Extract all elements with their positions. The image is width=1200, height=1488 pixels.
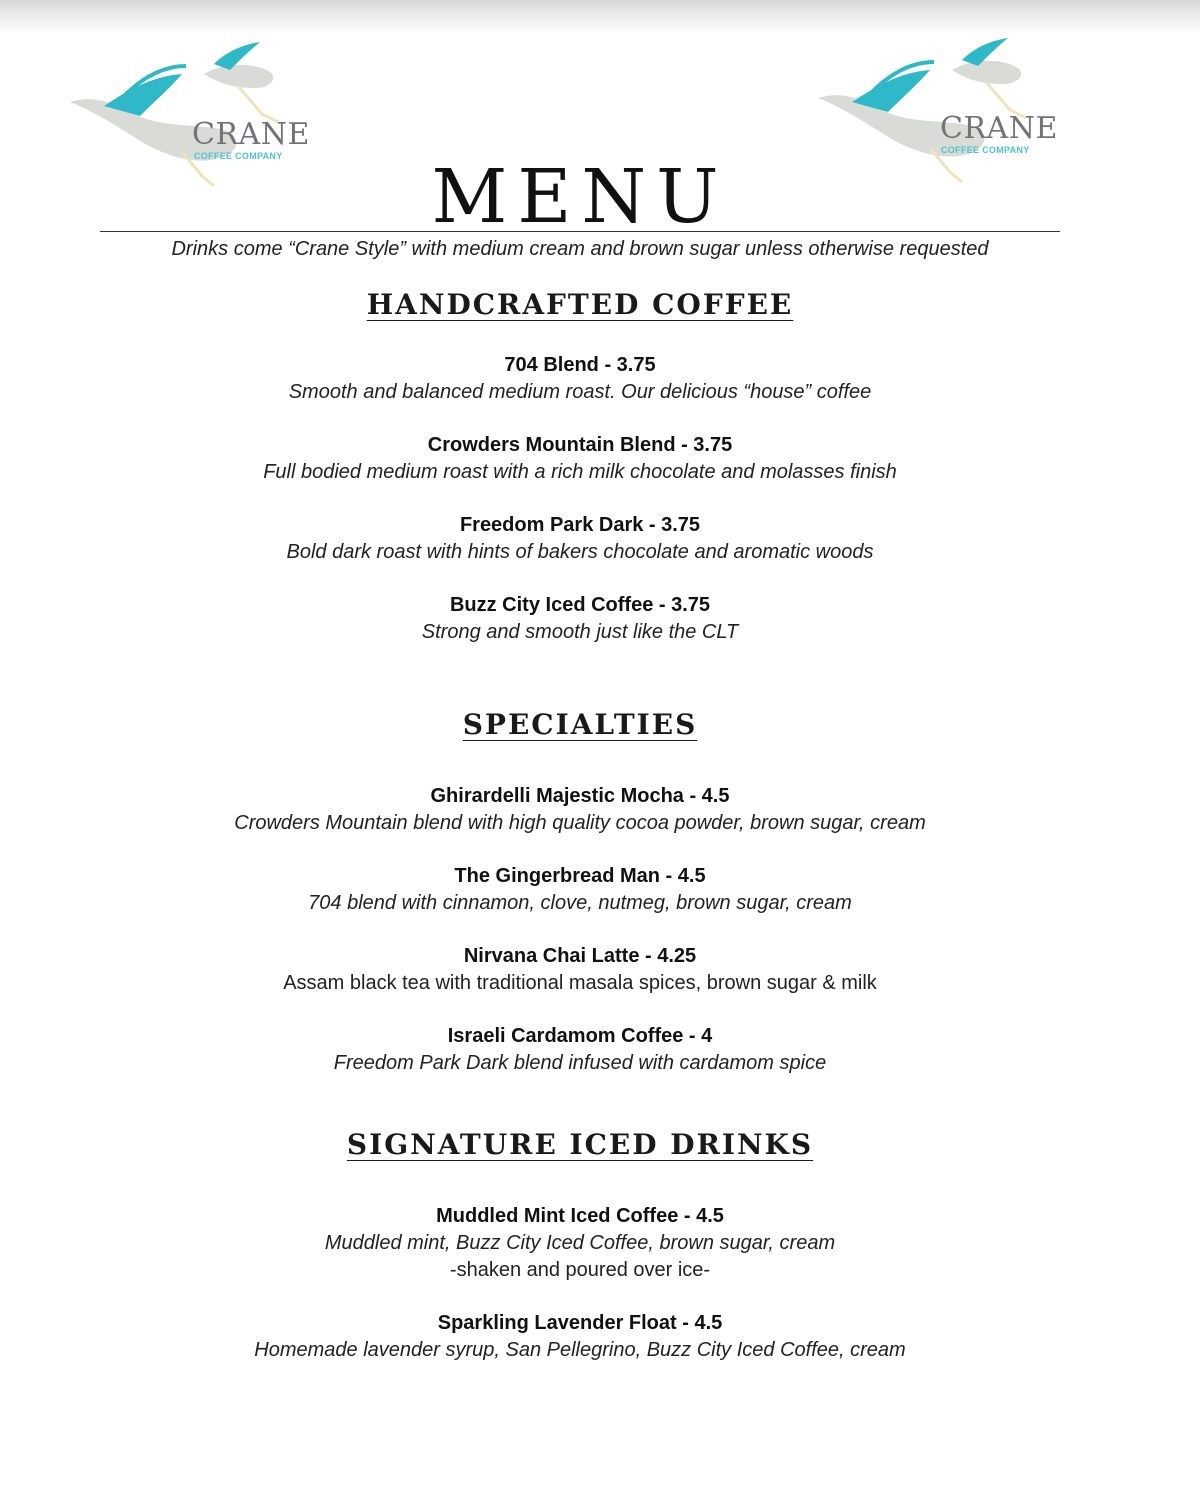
logo-subtitle: COFFEE COMPANY bbox=[194, 151, 283, 161]
item-description: Freedom Park Dark blend infused with cardamom spice bbox=[333, 1052, 827, 1074]
item-name: Ghirardelli Majestic Mocha - 4.5 bbox=[430, 785, 730, 807]
menu-item bbox=[0, 432, 1160, 486]
menu-item bbox=[0, 783, 1160, 837]
section-signature-iced-drinks bbox=[0, 1128, 1160, 1161]
crane-logo-right bbox=[812, 32, 1062, 192]
section-heading: SPECIALTIES bbox=[462, 708, 698, 741]
item-description: Bold dark roast with hints of bakers chocolate and aromatic woods bbox=[286, 541, 874, 563]
crane-logo-left bbox=[64, 36, 314, 196]
item-description: Homemade lavender syrup, San Pellegrino, Buzz City Iced Coffee, cream bbox=[254, 1339, 906, 1361]
menu-item bbox=[0, 943, 1160, 997]
menu-item bbox=[0, 1023, 1160, 1077]
menu-item bbox=[0, 352, 1160, 406]
section-heading: SIGNATURE ICED DRINKS bbox=[346, 1128, 814, 1161]
item-name: Buzz City Iced Coffee - 3.75 bbox=[449, 594, 711, 616]
item-name: 704 Blend - 3.75 bbox=[504, 354, 656, 376]
item-name: Israeli Cardamom Coffee - 4 bbox=[447, 1025, 713, 1047]
item-description: 704 blend with cinnamon, clove, nutmeg, brown sugar, cream bbox=[308, 892, 852, 914]
crane-birds-icon bbox=[64, 36, 314, 196]
item-name: Muddled Mint Iced Coffee - 4.5 bbox=[436, 1205, 724, 1227]
section-handcrafted-coffee bbox=[0, 288, 1160, 321]
item-description: Smooth and balanced medium roast. Our delicious “house” coffee bbox=[288, 381, 872, 403]
tagline: Drinks come “Crane Style” with medium cream and brown sugar unless otherwise requested bbox=[171, 238, 989, 260]
item-name: Freedom Park Dark - 3.75 bbox=[459, 514, 701, 536]
logo-subtitle: COFFEE COMPANY bbox=[941, 145, 1030, 155]
item-name: Nirvana Chai Latte - 4.25 bbox=[463, 945, 697, 967]
section-heading: HANDCRAFTED COFFEE bbox=[366, 288, 794, 321]
item-description: Muddled mint, Buzz City Iced Coffee, brown sugar, cream bbox=[324, 1232, 836, 1254]
top-shadow bbox=[0, 0, 1200, 34]
menu-title: MENU bbox=[431, 153, 729, 240]
logo-wordmark: CRANE bbox=[192, 117, 310, 152]
section-specialties bbox=[0, 708, 1160, 741]
item-description: Full bodied medium roast with a rich milk chocolate and molasses finish bbox=[263, 461, 897, 483]
menu-item bbox=[0, 863, 1160, 917]
item-name: Crowders Mountain Blend - 3.75 bbox=[427, 434, 733, 456]
menu-item bbox=[0, 1203, 1160, 1283]
item-description: Assam black tea with traditional masala spices, brown sugar & milk bbox=[283, 972, 877, 994]
menu-item bbox=[0, 1310, 1160, 1364]
header-divider bbox=[100, 231, 1060, 232]
menu-item bbox=[0, 512, 1160, 566]
logo-wordmark: CRANE bbox=[940, 111, 1058, 146]
item-description: Crowders Mountain blend with high quality cocoa powder, brown sugar, cream bbox=[234, 812, 926, 834]
item-note: -shaken and poured over ice- bbox=[449, 1259, 711, 1281]
item-name: Sparkling Lavender Float - 4.5 bbox=[437, 1312, 723, 1334]
item-description: Strong and smooth just like the CLT bbox=[421, 621, 739, 643]
item-name: The Gingerbread Man - 4.5 bbox=[454, 865, 706, 887]
menu-item bbox=[0, 592, 1160, 646]
